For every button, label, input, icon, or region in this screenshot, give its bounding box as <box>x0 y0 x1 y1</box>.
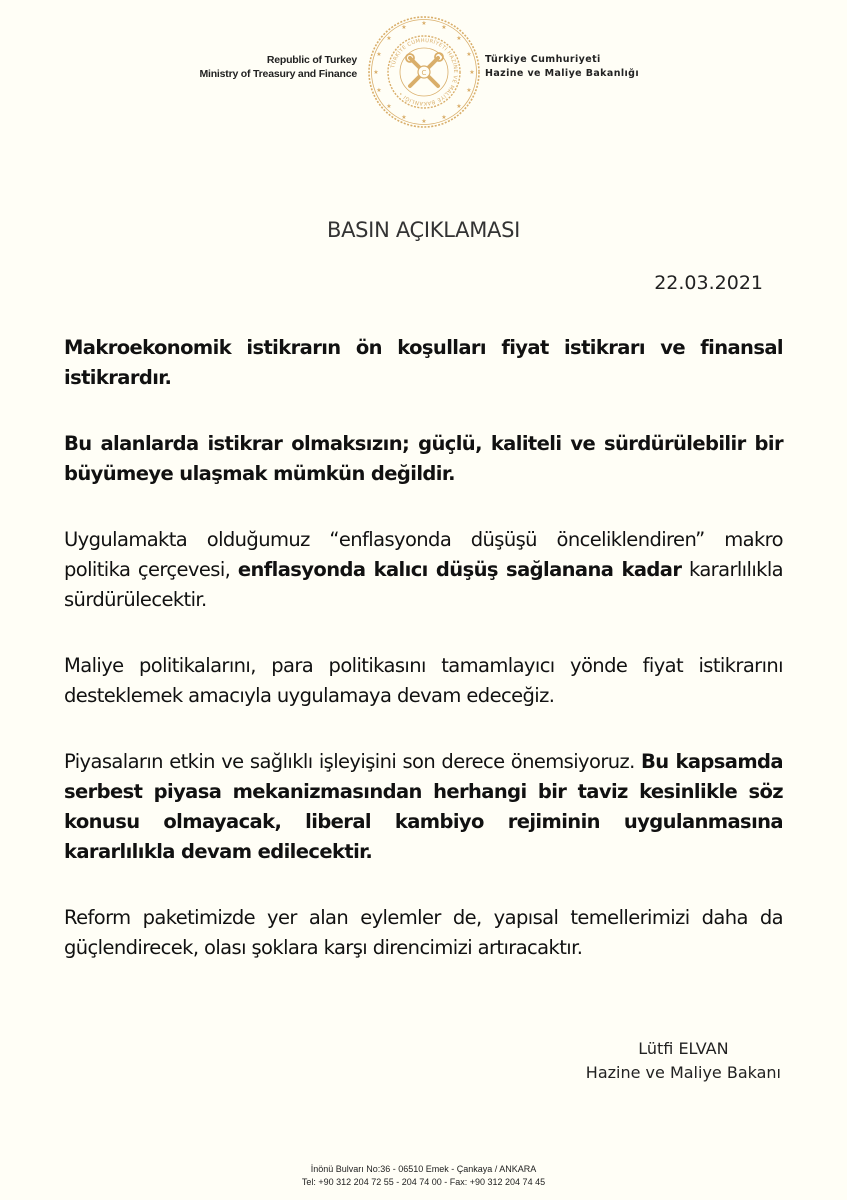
paragraph-text: Piyasaların etkin ve sağlıklı işleyişini son derece önemsiyoruz. <box>64 750 642 773</box>
footer <box>0 1163 847 1189</box>
paragraph <box>64 747 783 867</box>
letterhead-ministry-tr: Hazine ve Maliye Bakanlığı <box>485 68 640 79</box>
letterhead-republic-tr: Türkiye Cumhuriyeti <box>485 54 601 65</box>
paragraph <box>64 429 783 489</box>
svg-text:★: ★ <box>376 87 382 94</box>
document-body <box>64 333 783 999</box>
document-title: BASIN AÇIKLAMASI <box>326 218 521 242</box>
signatory-name: Lütfi ELVAN <box>638 1039 729 1058</box>
paragraph-text: Reform paketimizde yer alan eylemler de, yapısal temellerimizi daha da güçlendirecek, olası şoklara karşı direncimizi artıracaktır. <box>64 906 783 959</box>
letterhead-turkish <box>485 53 639 81</box>
document-date: 22.03.2021 <box>654 272 763 294</box>
paragraph <box>64 651 783 711</box>
svg-text:TÜRKİYE CUMHURİYETİ HAZİNE VE: TÜRKİYE CUMHURİYETİ HAZİNE VE MALİYE BAKANLIĞI • <box>390 37 459 107</box>
footer-contact: Tel: +90 312 204 72 55 - 204 74 00 - Fax: +90 312 204 74 45 <box>301 1177 546 1187</box>
paragraph-bold-text: Bu alanlarda istikrar olmaksızın; güçlü, kaliteli ve sürdürülebilir bir büyümeye ulaşmak mümkün değildir. <box>64 432 783 485</box>
svg-text:★: ★ <box>401 114 407 121</box>
paragraph-text: Maliye politikalarını, para politikasını tamamlayıcı yönde fiyat istikrarını desteklemek amacıyla uygulamaya devam edeceğiz. <box>64 654 783 707</box>
paragraph <box>64 525 783 615</box>
svg-text:★: ★ <box>373 69 379 76</box>
svg-text:★: ★ <box>421 118 427 125</box>
svg-text:★: ★ <box>441 114 447 121</box>
svg-text:C: C <box>421 69 427 77</box>
letterhead-republic-en: Republic of Turkey <box>266 54 357 66</box>
footer-address: İnönü Bulvarı No:36 - 06510 Emek - Çankaya / ANKARA <box>310 1164 537 1174</box>
svg-text:★: ★ <box>386 35 392 42</box>
svg-text:★: ★ <box>386 103 392 110</box>
paragraph-bold-text: Makroekonomik istikrarın ön koşulları fiyat istikrarı ve finansal istikrardır. <box>64 336 783 389</box>
svg-text:★: ★ <box>421 20 427 27</box>
paragraph-text: Uygulamakta olduğumuz “enflasyonda düşüşü önceliklendiren” makro politika çerçevesi, <box>64 528 783 581</box>
svg-text:★: ★ <box>466 87 472 94</box>
paragraph-text: kararlılıkla sürdürülecektir. <box>64 558 783 611</box>
paragraph <box>64 903 783 963</box>
paragraph-bold-text: enflasyonda kalıcı düşüş sağlanana kadar <box>237 558 682 581</box>
svg-text:★: ★ <box>469 69 475 76</box>
svg-text:★: ★ <box>456 35 462 42</box>
svg-text:★: ★ <box>456 103 462 110</box>
paragraph <box>64 333 783 393</box>
ministry-seal-icon <box>366 14 482 130</box>
svg-text:★: ★ <box>466 51 472 58</box>
letterhead-ministry-en: Ministry of Treasury and Finance <box>199 68 357 80</box>
signatory-position: Hazine ve Maliye Bakanı <box>585 1063 781 1082</box>
svg-text:★: ★ <box>441 24 447 31</box>
svg-text:★: ★ <box>376 51 382 58</box>
letterhead-english <box>199 53 357 81</box>
paragraph-bold-text: Bu kapsamda serbest piyasa mekanizmasından herhangi bir taviz kesinlikle söz konusu olmayacak, liberal kambiyo rejiminin uygulanmasına kararlılıkla devam edilecektir. <box>64 750 783 863</box>
signature-block <box>586 1037 781 1085</box>
letterhead <box>0 0 847 140</box>
svg-text:★: ★ <box>401 24 407 31</box>
